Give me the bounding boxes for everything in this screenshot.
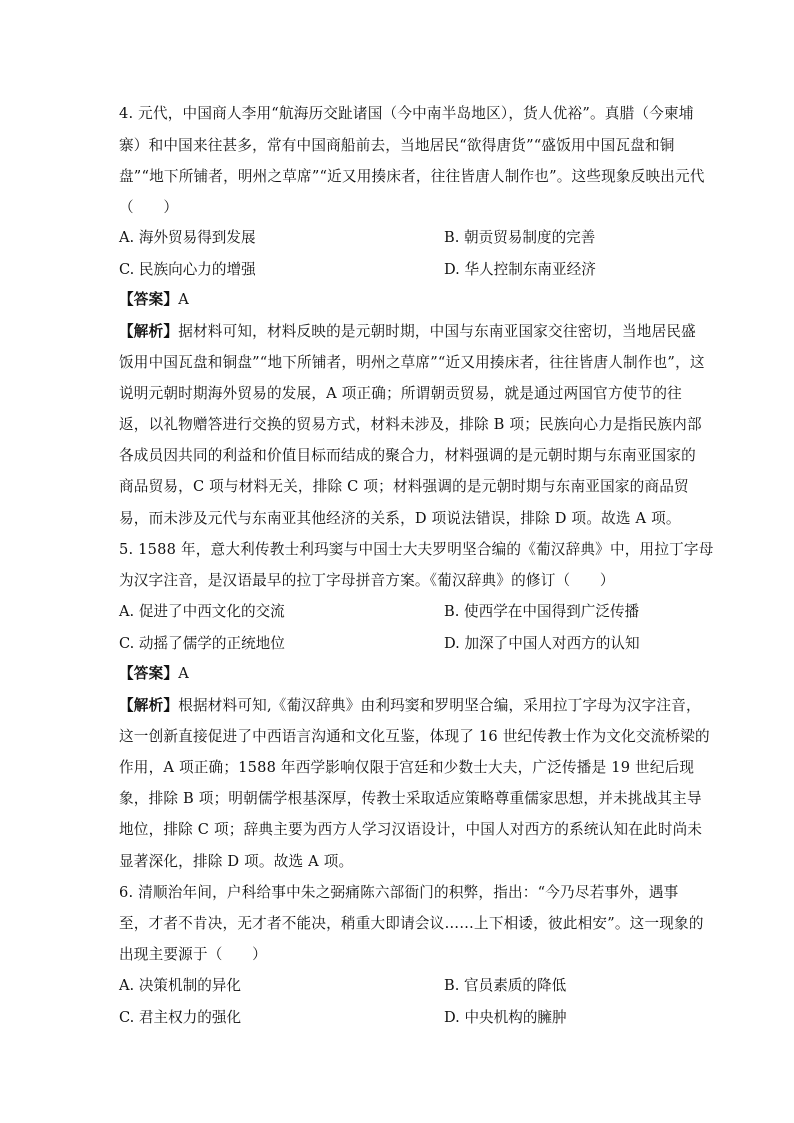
q5-analysis-line-1: 【解析】根据材料可知,《葡汉辞典》由利玛窦和罗明坚合编，采用拉丁字母为汉字注音，: [119, 697, 701, 714]
q5-analysis-line-5: 地位，排除 C 项；辞典主要为西方人学习汉语设计，中国人对西方的系统认知在此时尚未: [119, 821, 703, 838]
q4-stem-line-1: 4. 元代，中国商人李用“航海历交趾诸国（今中南半岛地区），货人优裕”。真腊（今柬埔: [119, 105, 694, 122]
q5-option-c: C. 动摇了儒学的正统地位: [119, 635, 285, 652]
q5-analysis-line-3: 作用，A 项正确；1588 年西学影响仅限于宫廷和少数士大夫，广泛传播是 19 世纪后现: [119, 759, 695, 776]
q4-option-d: D. 华人控制东南亚经济: [444, 261, 596, 278]
q4-analysis-line-5: 各成员因共同的利益和价值目标而结成的聚合力，材料强调的是元朝时期与东南亚国家的: [119, 447, 696, 464]
q4-answer-label: 【答案】: [119, 291, 179, 308]
q4-stem-line-4: （ ）: [119, 199, 179, 216]
q6-option-b: B. 官员素质的降低: [444, 977, 567, 994]
q4-analysis-line-2: 饭用中国瓦盘和铜盘”“地下所铺者，明州之草席”“近又用揍床者，往往皆唐人制作也”，这: [119, 354, 705, 371]
q6-stem-line-3: 出现主要源于（ ）: [119, 946, 267, 963]
q6-option-a: A. 决策机制的异化: [119, 977, 241, 994]
q5-analysis-line-2: 这一创新直接促进了中西语言沟通和文化互鉴，体现了 16 世纪传教士作为文化交流桥梁的: [119, 728, 710, 745]
q5-option-a: A. 促进了中西文化的交流: [119, 603, 285, 620]
q4-stem-line-2: 寨）和中国来往甚多，常有中国商船前去，当地居民“欲得唐货”“盛饭用中国瓦盘和铜: [119, 137, 675, 154]
q6-stem-line-1: 6. 清顺治年间，户科给事中朱之弼痛陈六部衙门的积弊，指出：“今乃尽若事外，遇事: [119, 884, 679, 901]
q4-analysis-line-6: 商品贸易，C 项与材料无关，排除 C 项；材料强调的是元朝时期与东南亚国家的商品贸: [119, 478, 689, 495]
q4-stem-line-3: 盘”“地下所铺者，明州之草席”“近又用揍床者，往往皆唐人制作也”。这些现象反映出元代: [119, 168, 705, 185]
q5-option-b: B. 使西学在中国得到广泛传播: [444, 603, 640, 620]
q5-stem-line-2: 为汉字注音，是汉语最早的拉丁字母拼音方案。《葡汉辞典》的修订（ ）: [119, 572, 615, 589]
q4-answer: [119, 290, 189, 310]
q4-analysis-line-7: 易，而未涉及元代与东南亚其他经济的关系，D 项说法错误，排除 D 项。故选 A 项。: [119, 510, 681, 527]
q4-analysis-label: 【解析】: [119, 323, 179, 340]
q5-answer-label: 【答案】: [119, 665, 179, 682]
q4-option-c: C. 民族向心力的增强: [119, 261, 256, 278]
q4-option-b: B. 朝贡贸易制度的完善: [444, 229, 596, 246]
q5-answer: [119, 664, 189, 684]
q6-stem-line-2: 至，才者不肯决，无才者不能决，稍重大即请会议……上下相诿，彼此相安”。这一现象的: [119, 915, 704, 932]
q5-analysis-label: 【解析】: [119, 697, 179, 714]
q6-option-d: D. 中央机构的臃肿: [444, 1009, 567, 1026]
q5-analysis-line-6: 显著深化，排除 D 项。故选 A 项。: [119, 853, 354, 870]
q6-option-c: C. 君主权力的强化: [119, 1009, 242, 1026]
q5-stem-line-1: 5. 1588 年，意大利传教士利玛窦与中国士大夫罗明坚合编的《葡汉辞典》中，用拉丁字母: [119, 541, 714, 558]
q4-analysis-line-4: 返，以礼物赠答进行交换的贸易方式，材料未涉及，排除 B 项；民族向心力是指民族内部: [119, 416, 702, 433]
q4-option-a: A. 海外贸易得到发展: [119, 229, 256, 246]
q4-analysis-line-1: 【解析】据材料可知，材料反映的是元朝时期，中国与东南亚国家交往密切，当地居民盛: [119, 323, 696, 340]
q5-option-d: D. 加深了中国人对西方的认知: [444, 635, 640, 652]
q5-answer-value: A: [178, 665, 189, 682]
q4-analysis-line-3: 说明元朝时期海外贸易的发展，A 项正确；所谓朝贡贸易，就是通过两国官方使节的往: [119, 385, 682, 402]
q4-answer-value: A: [178, 291, 189, 308]
q5-analysis-line-4: 象，排除 B 项；明朝儒学根基深厚，传教士采取适应策略尊重儒家思想，并未挑战其主导: [119, 790, 702, 807]
